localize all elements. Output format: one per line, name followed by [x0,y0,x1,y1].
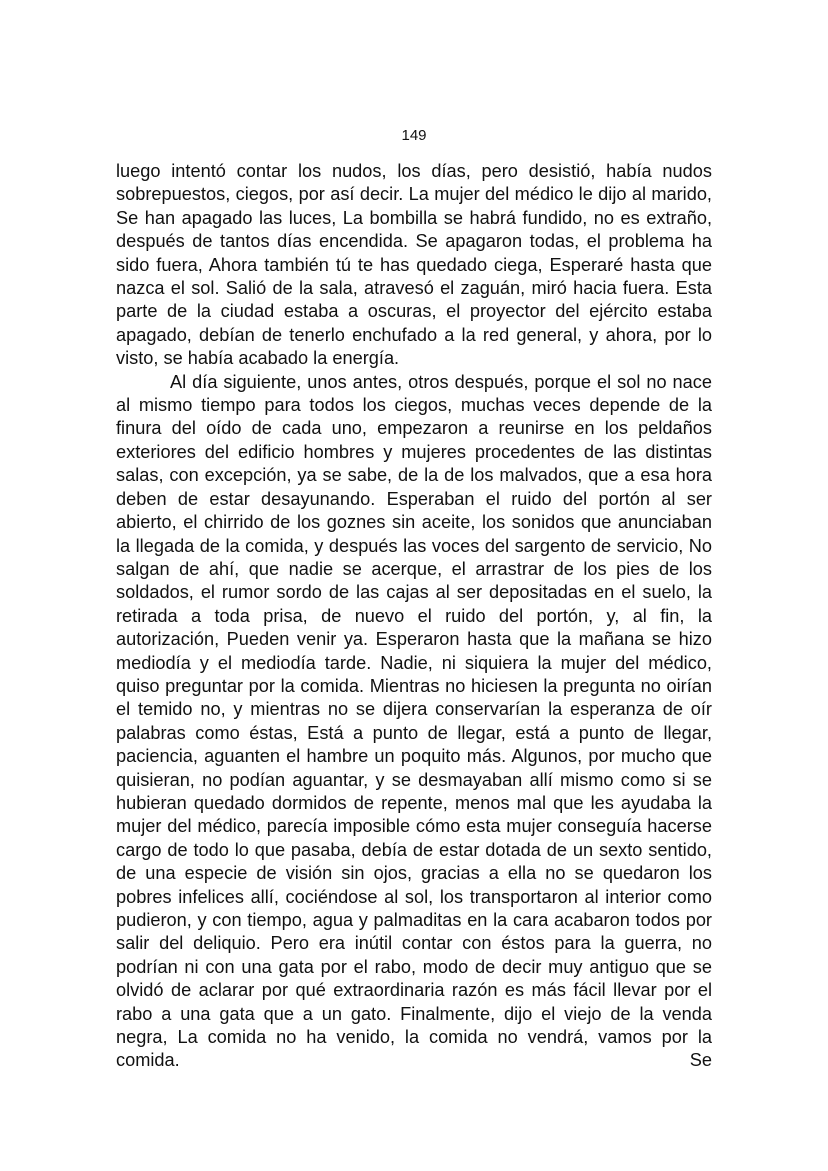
paragraph-2: Al día siguiente, unos antes, otros después, porque el sol no nace al mismo tiempo para todos los ciegos, muchas veces depende de la finura del oído de cada uno, empezaron a reunirse en los peldaños exteriores del edificio hombres y mujeres procedentes de las distintas salas, con excepción, ya se sabe, de la de los malvados, que a esa hora deben de estar desayunando. Esperaban el ruido del portón al ser abierto, el chirrido de los goznes sin aceite, los sonidos que anunciaban la llegada de la comida, y después las voces del sargento de servicio, No salgan de ahí, que nadie se acerque, el arrastrar de los pies de los soldados, el rumor sordo de las cajas al ser depositadas en el suelo, la retirada a toda prisa, de nuevo el ruido del portón, y, al fin, la autorización, Pueden venir ya. Esperaron hasta que la mañana se hizo mediodía y el mediodía tarde. Nadie, ni siquiera la mujer del médico, quiso preguntar por la comida. Mientras no hiciesen la pregunta no oirían el temido no, y mientras no se dijera conservarían la esperanza de oír palabras como éstas, Está a punto de llegar, está a punto de llegar, paciencia, aguanten el hambre un poquito más. Algunos, por mucho que quisieran, no podían aguantar, y se desmayaban allí mismo como si se hubieran quedado dormidos de repente, menos mal que les ayudaba la mujer del médico, parecía imposible cómo esta mujer conseguía hacerse cargo de todo lo que pasaba, debía de estar dotada de un sexto sentido, de una especie de visión sin ojos, gracias a ella no se quedaron los pobres infelices allí, cociéndose al sol, los transportaron al interior como pudieron, y con tiempo, agua y palmaditas en la cara acabaron todos por salir del deliquio. Pero era inútil contar con éstos para la guerra, no podrían ni con una gata por el rabo, modo de decir muy antiguo que se olvidó de aclarar por qué extraordinaria razón es más fácil llevar por el rabo a una gata que a un gato. Finalmente, dijo el viejo de la venda negra, La comida no ha venido, la comida no vendrá, vamos por la comida. Se [116,371,712,1071]
page-number: 149 [401,127,427,144]
paragraph-1: luego intentó contar los nudos, los días, pero desistió, había nudos sobrepuestos, ciegos, por así decir. La mujer del médico le dijo al marido, Se han apagado las luces, La bombilla se habrá fundido, no es extraño, después de tantos días encendida. Se apagaron todas, el problema ha sido fuera, Ahora también tú te has quedado ciega, Esperaré hasta que nazca el sol. Salió de la sala, atravesó el zaguán, miró hacia fuera. Esta parte de la ciudad estaba a oscuras, el proyector del ejército estaba apagado, debían de tenerlo enchufado a la red general, y ahora, por lo visto, se había acabado la energía. [116,161,712,369]
body-text [116,160,712,1073]
